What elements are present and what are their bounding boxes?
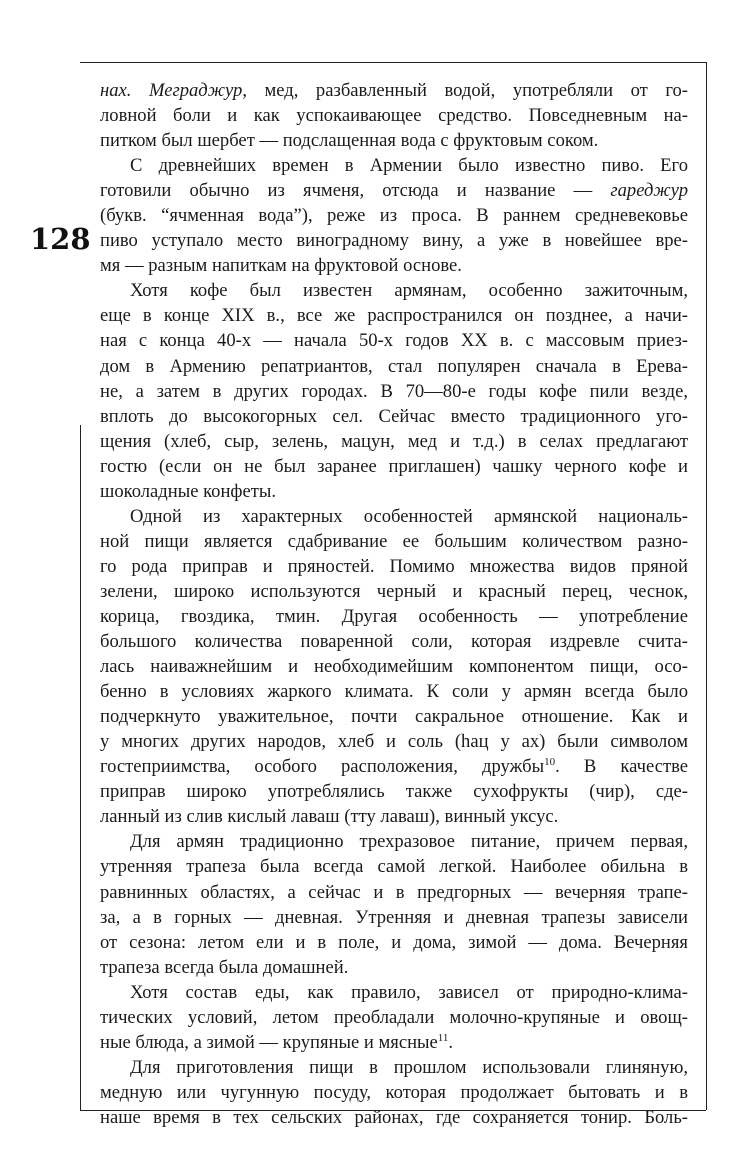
text-line — [100, 955, 688, 980]
text-line — [100, 328, 688, 353]
text-line — [100, 178, 688, 203]
text-line — [100, 779, 688, 804]
text-run: медную или чугунную посуду, которая продолжает бытовать и в — [100, 1081, 688, 1103]
text-line — [100, 429, 688, 454]
text-run: мя — разным напиткам на фруктовой основе. — [100, 255, 462, 277]
text-line — [100, 754, 688, 779]
text-line — [100, 303, 688, 328]
text-line — [100, 704, 688, 729]
text-run: шоколадные конфеты. — [100, 480, 276, 502]
text-run: ная с конца 40-х — начала 50-х годов XX в. с массовым приез- — [100, 330, 688, 352]
text-run: наше время в тех сельских районах, где сохраняется тонир. Боль- — [100, 1106, 688, 1128]
text-run: гостеприимства, особого расположения, дружбы — [100, 756, 545, 778]
text-run: корица, гвоздика, тмин. Другая особенность — употребление — [100, 605, 688, 627]
body-text — [100, 78, 688, 1130]
text-run: тических условий, летом преобладали молочно-крупяные и овощ- — [100, 1006, 688, 1028]
text-run: подчеркнуто уважительное, почти сакральное отношение. Как и — [100, 706, 688, 728]
footnote-ref: 10 — [544, 756, 556, 769]
text-line — [100, 579, 688, 604]
text-run: большого количества поваренной соли, которая издревле счита- — [100, 631, 688, 653]
text-run: зелени, широко используются черный и красный перец, чеснок, — [100, 580, 688, 602]
text-line — [100, 404, 688, 429]
text-line — [100, 479, 688, 504]
text-line — [100, 253, 688, 278]
frame-right-rule — [706, 62, 707, 1110]
text-line — [100, 980, 688, 1005]
text-line — [100, 78, 688, 103]
text-line — [100, 1030, 688, 1055]
text-run: Для армян традиционно трехразовое питание, причем первая, — [130, 831, 688, 853]
text-line — [100, 278, 688, 303]
text-run: от сезона: летом ели и в поле, и дома, зимой — дома. Вечерняя — [100, 931, 688, 953]
text-line — [100, 829, 688, 854]
footnote-ref: 11 — [437, 1031, 449, 1044]
text-run: ной пищи является сдабривание ее большим количеством разно- — [100, 530, 688, 552]
text-run: вплоть до высокогорных сел. Сейчас вместо традиционного уго- — [100, 405, 688, 427]
page-number: 128 — [30, 222, 91, 256]
text-line — [100, 604, 688, 629]
text-line — [100, 454, 688, 479]
text-run: равнинных областях, а сейчас и в предгорных — вечерняя трапе- — [100, 881, 688, 903]
text-run: дом в Армению репатриантов, стал популярен сначала в Ерева- — [100, 355, 688, 377]
text-run: готовили обычно из ячменя, отсюда и название — — [100, 180, 611, 202]
text-line — [100, 1105, 688, 1130]
text-run: ные блюда, а зимой — крупяные и мясные — [100, 1031, 438, 1053]
text-run: трапеза всегда была домашней. — [100, 956, 349, 978]
text-run: гостю (если он не был заранее приглашен) чашку черного кофе и — [100, 455, 688, 477]
text-line — [100, 1080, 688, 1105]
frame-top-rule — [80, 62, 706, 63]
text-line — [100, 1005, 688, 1030]
text-run: Хотя состав еды, как правило, зависел от природно-клима- — [130, 981, 688, 1003]
text-line — [100, 629, 688, 654]
text-run: утренняя трапеза была всегда самой легкой. Наиболее обильна в — [100, 856, 688, 878]
text-line — [100, 905, 688, 930]
text-run: го рода приправ и пряностей. Помимо множества видов пряной — [100, 555, 688, 577]
text-run: , мед, разбавленный водой, употребляли от го- — [242, 80, 688, 101]
text-run: С древнейших времен в Армении было известно пиво. Его — [130, 155, 688, 177]
text-run: ловной боли и как успокаивающее средство. Повседневным на- — [100, 105, 688, 127]
italic-term: нах. Меграджур — [100, 80, 243, 101]
text-run: ланный из слив кислый лаваш (тту лаваш), винный уксус. — [100, 806, 559, 828]
text-line — [100, 504, 688, 529]
text-run: лась наиважнейшим и необходимейшим компонентом пищи, осо- — [100, 656, 688, 678]
text-run: пиво уступало место виноградному вину, а уже в новейшее вре- — [100, 230, 688, 252]
text-run: приправ широко употреблялись также сухофрукты (чир), сде- — [100, 781, 688, 803]
text-line — [100, 554, 688, 579]
text-run: щения (хлеб, сыр, зелень, мацун, мед и т.д.) в селах предлагают — [100, 430, 688, 452]
text-run: . — [448, 1031, 454, 1053]
italic-term: гареджур — [610, 180, 688, 202]
text-run: еще в конце XIX в., все же распространился он позднее, а начи- — [100, 305, 688, 327]
text-line — [100, 153, 688, 178]
text-run: . В качестве — [555, 756, 688, 778]
text-line — [100, 654, 688, 679]
text-run: у многих других народов, хлеб и соль (hац у ах) были символом — [100, 731, 688, 753]
frame-left-rule — [80, 425, 81, 1111]
text-line — [100, 729, 688, 754]
text-run: бенно в условиях жаркого климата. К соли у армян всегда было — [100, 681, 688, 703]
text-line — [100, 354, 688, 379]
text-run: Хотя кофе был известен армянам, особенно зажиточным, — [130, 280, 688, 302]
text-run: питком был шербет — подслащенная вода с фруктовым соком. — [100, 130, 599, 152]
text-line — [100, 679, 688, 704]
text-line — [100, 529, 688, 554]
text-run: за, а в горных — дневная. Утренняя и дневная трапезы зависели — [100, 906, 688, 928]
text-run: не, а затем в других городах. В 70—80-е годы кофе пили везде, — [100, 380, 688, 402]
text-run: Одной из характерных особенностей армянской националь- — [130, 505, 688, 527]
text-line — [100, 880, 688, 905]
text-line — [100, 228, 688, 253]
text-line — [100, 103, 688, 128]
text-line — [100, 379, 688, 404]
text-line — [100, 854, 688, 879]
text-line — [100, 203, 688, 228]
text-line — [100, 930, 688, 955]
text-run: (букв. “ячменная вода”), реже из проса. В раннем средневековье — [100, 205, 688, 227]
text-line — [100, 1055, 688, 1080]
text-line — [100, 804, 688, 829]
text-line — [100, 128, 688, 153]
text-run: Для приготовления пищи в прошлом использовали глиняную, — [130, 1056, 688, 1078]
